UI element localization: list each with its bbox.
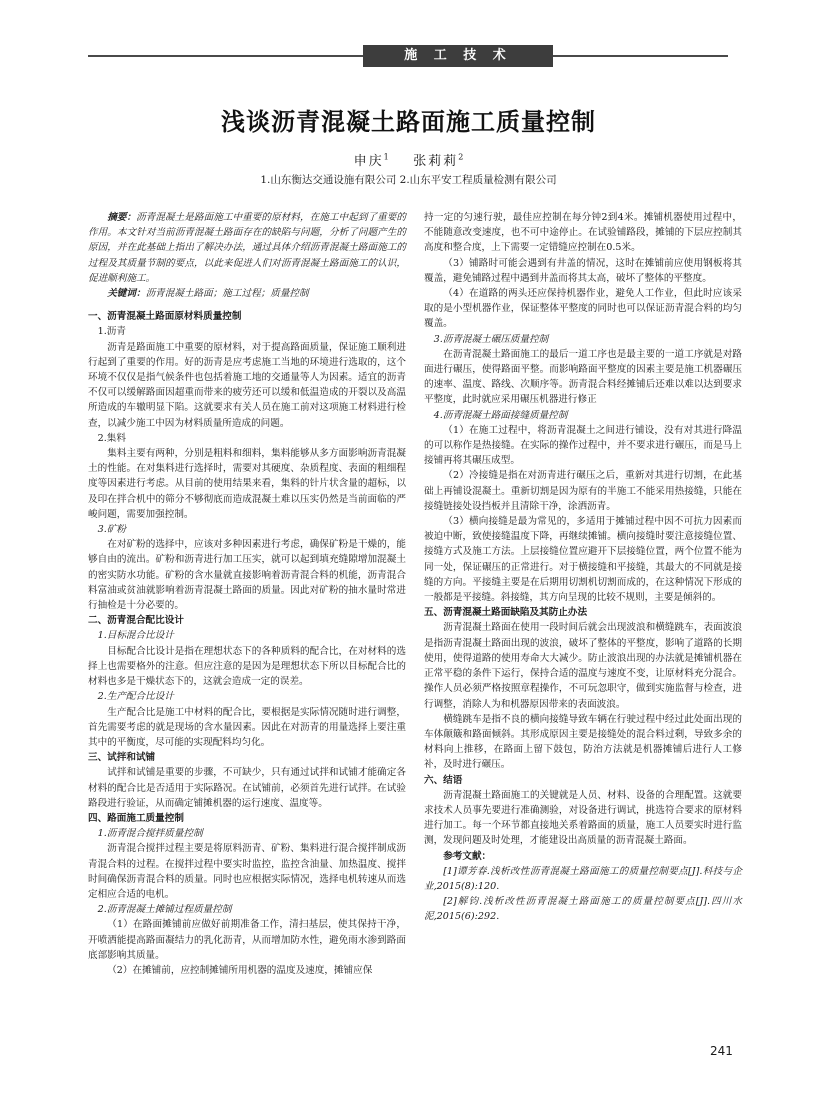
reference-item: [1]谭芳春.浅析改性沥青混凝土路面施工的质量控制要点[J].科技与企业,2015(8):120. <box>424 865 742 892</box>
paragraph: （4）在道路的两头还应保持机器作业，避免人工作业，但此时应该采取的是小型机器作业，保证整体平整度的同时也可以保证沥青混合料的均匀覆盖。 <box>424 288 742 330</box>
paragraph: 目标配合比设计是指在理想状态下的各种质料的配合比，在对材料的选择上也需要格外的注意。但应注意的是因为是理想状态下所以目标配合比的材料也多是干燥状态下的，这就会造成一定的误差。 <box>88 645 406 688</box>
paragraph: （1）在路面摊铺前应做好前期准备工作，清扫基层，使其保持干净，开喷洒能提高路面凝结力的乳化沥青，从而增加防水性，避免雨水渗到路面底部影响其质量。 <box>88 919 406 961</box>
paragraph: 持一定的匀速行驶，最佳应控制在每分钟2到4米。摊铺机器使用过程中，不能随意改变速度，也不可中途停止。在试验铺路段，摊铺的下层应控制其高度和整合度，上下需要一定错缝应控制在0.5米。 <box>424 212 742 254</box>
page-number: 241 <box>710 1044 733 1058</box>
section-tag: 施 工 技 术 <box>363 45 553 67</box>
paper-title: 浅谈沥青混凝土路面施工质量控制 <box>221 108 596 136</box>
section-heading: 2.集料 <box>97 432 126 444</box>
paragraph: 在对矿粉的选择中，应该对多种因素进行考虑，确保矿粉是干燥的，能够自由的流出。矿粉和沥青进行加工压实，就可以起到填充缝隙增加混凝土的密实防水功能。矿粉的含水量就直接影响着沥青混合料的机能，沥青混合料富油或贫油就影响着沥青混凝土路面的质量。因此对矿粉的抽水量时常进行抽检是十分必要的。 <box>88 539 406 612</box>
section-heading: 六、结语 <box>424 774 463 786</box>
author-name: 张莉莉 <box>413 154 459 169</box>
section-heading: 2.生产配合比设计 <box>97 691 174 703</box>
keywords <box>88 286 406 301</box>
abstract <box>88 210 406 286</box>
paragraph: 沥青是路面施工中重要的原材料，对于提高路面质量，保证施工顺利进行起到了重要的作用。好的沥青是应考虑施工当地的环境进行选取的，这个环境不仅仅是指气候条件也包括着施工地的交通量等人为因素。适宜的沥青不仅可以缓解路面因超重而带来的疲劳还可以缓和低温造成的开裂以及高温所造成的车辙明显下陷。这就要求有关人员在施工前对这项施工材料进行检查，以减少施工中因为材料质量所造成的问题。 <box>88 341 406 429</box>
section-header <box>88 45 728 67</box>
section-heading: 3.矿粉 <box>97 524 126 536</box>
paragraph: 沥青混凝土路面施工的关键就是人员、材料、设备的合理配置。这就要求技术人员事先要进行准确测验，对设备进行调试，挑选符合要求的原材料进行加工。每一个环节都直接地关系着路面的质量，施工人员要实时进行监测，发现问题及时处理，才能建设出高质量的沥青混凝土路面。 <box>424 789 742 847</box>
section-heading: 1.沥青混合搅拌质量控制 <box>97 828 203 840</box>
paragraph: 试拌和试铺是重要的步骤，不可缺少，只有通过试拌和试铺才能确定各材料的配合比是否适用于实际路况。在试铺前，必须首先进行试拌。在试验路段进行验证，从而确定铺摊机器的运行速度、温度等。 <box>88 767 406 809</box>
paragraph: 沥青混凝土路面在使用一段时间后就会出现波浪和横缝跳车，表面波浪是指沥青混凝土路面出现的波浪，破坏了整体的平整度，影响了道路的长期使用，使得道路的使用寿命大大减少。防止波浪出现的办法就是摊铺机器在正常平稳的条件下运行，保持合适的温度与速度不变，让原材料充分混合。操作人员必须严格按照章程操作，不可玩忽职守，做到实施监督与检查，进行调整，消除人为和机器原因带来的表面波浪。 <box>424 622 742 710</box>
section-heading: 2.沥青混凝土摊铺过程质量控制 <box>97 904 232 916</box>
author-sup: 2 <box>458 152 464 162</box>
author-line <box>0 150 817 169</box>
author-name: 申庆 <box>353 154 384 169</box>
author-sup: 1 <box>383 152 389 162</box>
right-column <box>424 210 742 925</box>
section-heading: 二、沥青混合配比设计 <box>88 615 184 627</box>
section-heading: 四、路面施工质量控制 <box>88 812 184 824</box>
abstract-label: 摘要： <box>107 212 137 223</box>
section-heading: 3.沥青混凝土碾压质量控制 <box>433 333 549 345</box>
paragraph: 集料主要有两种，分别是粗料和细料，集料能够从多方面影响沥青混凝土的性能。在对集料进行选择时，需要对其硬度、杂质程度、表面的粗细程度等因素进行考虑。从目前的使用结果来看，集料的针片状含量的超标，以及印在拌合机中的筛分不够彻底而造成混凝土难以压实仍然是当前面临的严峻问题，需要加强控制。 <box>88 448 406 520</box>
reference-item: [2]解钧.浅析改性沥青混凝土路面施工的质量控制要点[J].四川水泥,2015(6):292. <box>424 896 742 923</box>
section-heading: 1.沥青 <box>97 326 126 338</box>
affiliation: 1.山东衡达交通设施有限公司 2.山东平安工程质量检测有限公司 <box>260 174 557 186</box>
paragraph: （3）铺路时可能会遇到有井盖的情况，这时在摊铺前应使用钢板将其覆盖，避免铺路过程中遇到井盖而将其太高，破坏了整体的平整度。 <box>424 257 742 284</box>
keywords-text: 沥青混凝土路面；施工过程；质量控制 <box>145 288 309 300</box>
references-heading: 参考文献： <box>443 850 492 862</box>
paragraph: 生产配合比是施工中材料的配合比，要根据是实际情况随时进行调整，首先需要考虑的就是现场的含水量因素。因此在对沥青的用量选择上要注重其中的平衡度，尽可能的实现配料均匀化。 <box>88 706 406 748</box>
section-heading: 五、沥青混凝土路面缺陷及其防止办法 <box>424 607 588 619</box>
spacer <box>88 301 406 309</box>
abstract-text: 沥青混凝土是路面施工中重要的原材料，在施工中起到了重要的作用。本文针对当前沥青混凝土路面存在的缺陷与问题，分析了问题产生的原因，并在此基础上指出了解决办法，通过具体介绍沥青混凝土路面施工的过程及其质量节制的要点，以此来促进人们对沥青混凝土路面施工的认识，促进顺利施工。 <box>88 212 406 284</box>
paragraph: 横缝跳车是指不良的横向接缝导致车辆在行驶过程中经过此处面出现的车体颠簸和路面倾斜。其形成原因主要是接缝处的混合料过剩，导致多余的材料向上推移，在路面上留下鼓包，防治方法就是机器摊铺后进行人工修补，及时进行碾压。 <box>424 713 742 771</box>
paragraph: （3）横向接缝是最为常见的，多适用于摊铺过程中因不可抗力因素而被迫中断，致使接缝温度下降，再继续摊铺。横向接缝时要注意接缝位置、接缝方式及施工方法。上层接缝位置应避开下层接缝位置，两个位置不能为同一处，保证碾压的正常进行。对于横接缝和平接缝，其最大的不同就是接缝的方向。平接缝主要是在后期用切割机切割而成的，在这种情况下形成的一般都是平接缝。斜接缝，其方向呈现的比较不规则，主要是倾斜的。 <box>424 516 742 604</box>
section-heading: 4.沥青混凝土路面接缝质量控制 <box>433 409 568 421</box>
section-heading: 一、沥青混凝土路面原材料质量控制 <box>88 311 242 323</box>
paragraph: （1）在施工过程中，将沥青混凝土之间进行铺设，没有对其进行降温的可以称作是热接缝。在实际的操作过程中，并不要求进行碾压，而是马上接铺再将其碾压成型。 <box>424 424 742 467</box>
paragraph: （2）冷接缝是指在对沥青进行碾压之后，重新对其进行切割，在此基础上再铺设混凝土。重新切割是因为原有的半施工不能采用热接缝，只能在接缝链接处设挡板并且清除干净，涂洒沥青。 <box>424 470 742 512</box>
section-heading: 三、试拌和试铺 <box>88 752 156 764</box>
paragraph: （2）在摊铺前，应控制摊铺所用机器的温度及速度，摊铺应保 <box>107 964 373 976</box>
paragraph: 在沥青混凝土路面施工的最后一道工序也是最主要的一道工序就是对路面进行碾压，使得路面平整。而影响路面平整度的因素主要是施工机器碾压的速率、温度、路线、次顺序等。沥青混合料经摊铺后还难以难以达到要求平整度，此时就应采用碾压机器进行修正 <box>424 348 742 406</box>
section-heading: 1.目标混合比设计 <box>97 630 174 642</box>
paragraph: 沥青混合搅拌过程主要是将原料沥青、矿粉、集料进行混合搅拌制成沥青混合料的过程。在搅拌过程中要实时监控，监控含油量、加热温度、搅拌时间确保沥青混合料的质量。同时也应根据实际情况，选择电机转速从而选定相应合适的电机。 <box>88 843 406 900</box>
left-column <box>88 210 406 978</box>
keywords-label: 关键词： <box>107 288 146 300</box>
